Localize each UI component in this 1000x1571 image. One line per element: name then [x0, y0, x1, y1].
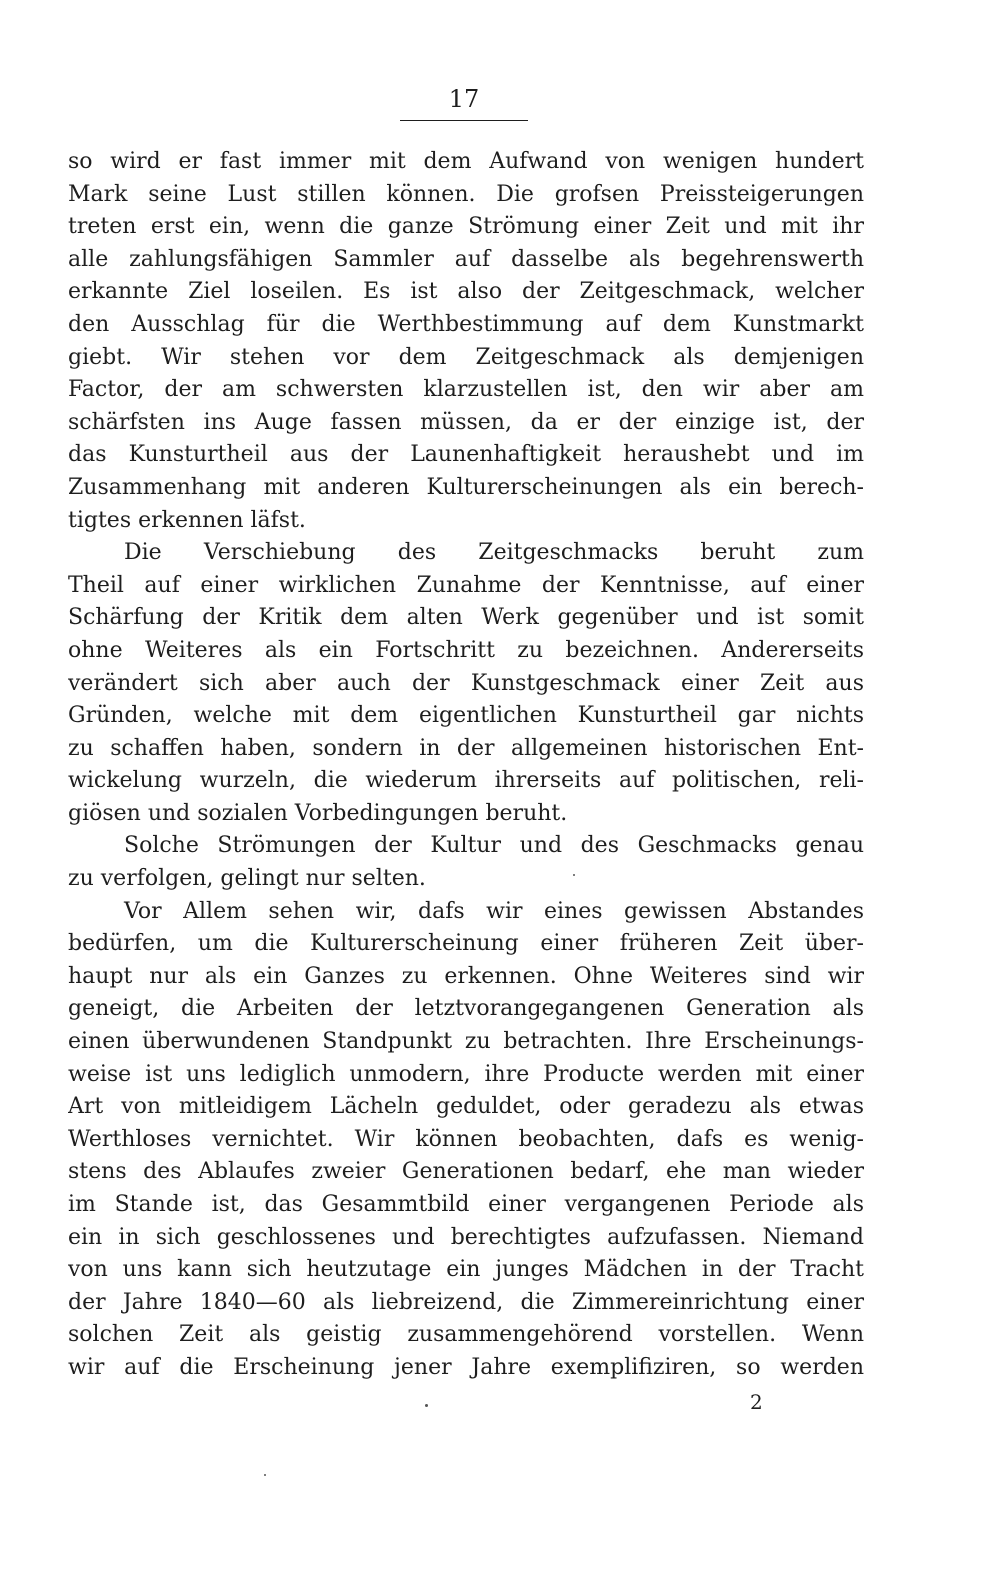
header-rule: [400, 120, 528, 121]
text-line: geneigt, die Arbeiten der letztvorangegangenen Generation als: [68, 996, 864, 1022]
text-line: den Ausschlag für die Werthbestimmung auf dem Kunstmarkt: [68, 311, 864, 337]
text-line: haupt nur als ein Ganzes zu erkennen. Ohne Weiteres sind wir: [68, 963, 864, 989]
text-line: Art von mitleidigem Lächeln geduldet, oder geradezu als etwas: [68, 1094, 864, 1120]
text-line: alle zahlungsfähigen Sammler auf dasselbe als begehrenswerth: [68, 246, 864, 272]
text-line: bedürfen, um die Kulturerscheinung einer früheren Zeit über-: [68, 931, 864, 957]
text-line: Schärfung der Kritik dem alten Werk gegenüber und ist somit: [68, 605, 864, 631]
text-line: wickelung wurzeln, die wiederum ihrerseits auf politischen, reli-: [68, 768, 864, 794]
text-line: giebt. Wir stehen vor dem Zeitgeschmack als demjenigen: [68, 344, 864, 370]
text-line: weise ist uns lediglich unmodern, ihre Producte werden mit einer: [68, 1061, 864, 1087]
text-line: Zusammenhang mit anderen Kulturerscheinungen als ein berech-: [68, 474, 864, 500]
text-line: Gründen, welche mit dem eigentlichen Kunsturtheil gar nichts: [68, 703, 864, 729]
text-line: solchen Zeit als geistig zusammengehörend vorstellen. Wenn: [68, 1322, 864, 1348]
text-line: giösen und sozialen Vorbedingungen beruht.: [68, 800, 568, 826]
text-line: schärfsten ins Auge fassen müssen, da er der einzige ist, der: [68, 409, 864, 435]
text-line: Die Verschiebung des Zeitgeschmacks beruht zum: [124, 540, 864, 566]
paper-speck: [573, 874, 575, 876]
signature-mark: 2: [750, 1390, 763, 1414]
text-line: Mark seine Lust stillen können. Die grofsen Preissteigerungen: [68, 181, 864, 207]
text-line: der Jahre 1840—60 als liebreizend, die Zimmereinrichtung einer: [68, 1289, 864, 1315]
text-line: Werthloses vernichtet. Wir können beobachten, dafs es wenig-: [68, 1126, 864, 1152]
text-line: von uns kann sich heutzutage ein junges Mädchen in der Tracht: [68, 1257, 864, 1283]
text-line: im Stande ist, das Gesammtbild einer vergangenen Periode als: [68, 1192, 864, 1217]
body-text: [68, 146, 864, 1385]
paper-speck: [425, 1404, 428, 1407]
text-line: Factor, der am schwersten klarzustellen ist, den wir aber am: [68, 377, 864, 403]
text-line: Theil auf einer wirklichen Zunahme der Kenntnisse, auf einer: [68, 572, 864, 598]
text-line: das Kunsturtheil aus der Launenhaftigkeit heraushebt und im: [68, 442, 864, 468]
text-line: Vor Allem sehen wir, dafs wir eines gewissen Abstandes: [124, 898, 864, 924]
text-line: ein in sich geschlossenes und berechtigtes aufzufassen. Niemand: [68, 1224, 864, 1250]
paper-speck: [264, 1474, 266, 1476]
text-line: tigtes erkennen läfst.: [68, 507, 306, 533]
text-line: Solche Strömungen der Kultur und des Geschmacks genau: [124, 833, 864, 859]
text-line: ohne Weiteres als ein Fortschritt zu bezeichnen. Andererseits: [68, 637, 864, 663]
text-line: so wird er fast immer mit dem Aufwand von wenigen hundert: [68, 149, 864, 174]
text-line: treten erst ein, wenn die ganze Strömung einer Zeit und mit ihr: [68, 214, 864, 240]
page-number: 17: [448, 85, 480, 113]
text-line: wir auf die Erscheinung jener Jahre exemplifiziren, so werden: [68, 1354, 864, 1380]
text-line: zu schaffen haben, sondern in der allgemeinen historischen Ent-: [68, 735, 864, 761]
text-line: stens des Ablaufes zweier Generationen bedarf, ehe man wieder: [68, 1159, 864, 1185]
text-line: zu verfolgen, gelingt nur selten.: [68, 866, 426, 892]
text-line: einen überwundenen Standpunkt zu betrachten. Ihre Erscheinungs-: [68, 1029, 864, 1055]
text-line: verändert sich aber auch der Kunstgeschmack einer Zeit aus: [68, 670, 864, 696]
text-line: erkannte Ziel loseilen. Es ist also der Zeitgeschmack, welcher: [68, 279, 864, 305]
